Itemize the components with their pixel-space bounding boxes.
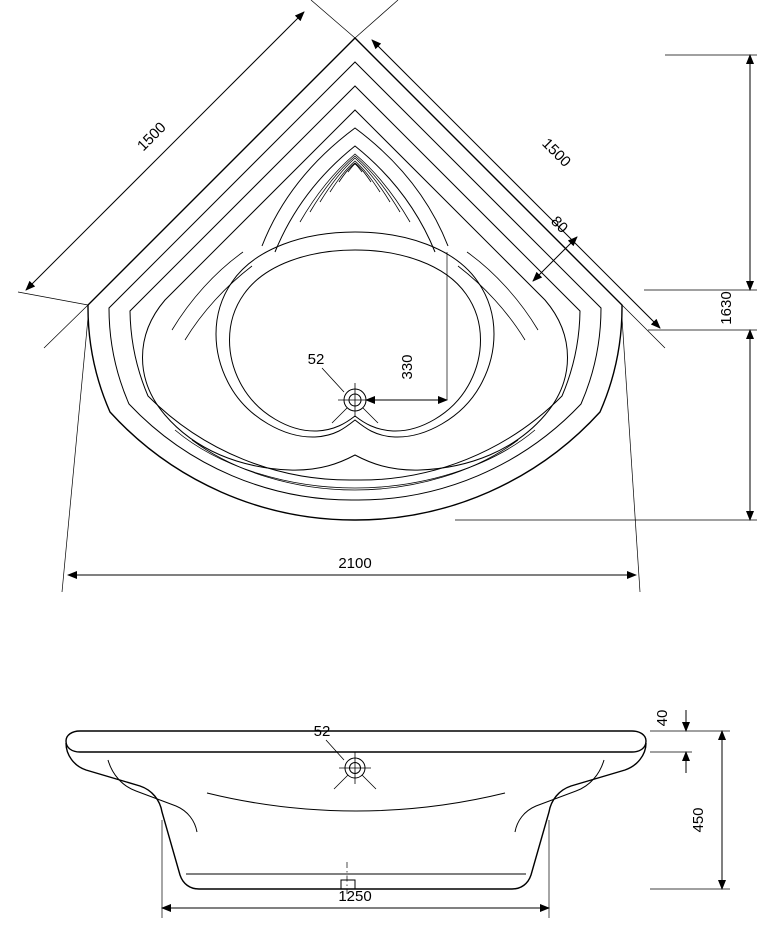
- dim-52-front: 52: [313, 723, 331, 740]
- front-view-bath-outline: [66, 731, 646, 894]
- drain-symbol-top: [332, 383, 378, 423]
- dim-right-1500: 1500: [538, 135, 574, 171]
- dim-1250: 1250: [338, 888, 372, 905]
- dim-52-top: 52: [307, 351, 325, 368]
- dim-80: 80: [547, 212, 572, 237]
- front-view-dimensions: [162, 710, 730, 918]
- top-view-bath-outline: [88, 38, 622, 520]
- dim-left-1500: 1500: [134, 119, 170, 155]
- dim-2100: 2100: [338, 555, 372, 572]
- top-view-dimensions: [18, 0, 757, 592]
- dim-1630: 1630: [718, 291, 735, 325]
- drain-symbol-front: [334, 752, 376, 789]
- dim-40: 40: [654, 709, 671, 727]
- dim-450: 450: [690, 807, 707, 833]
- dim-330: 330: [399, 354, 416, 380]
